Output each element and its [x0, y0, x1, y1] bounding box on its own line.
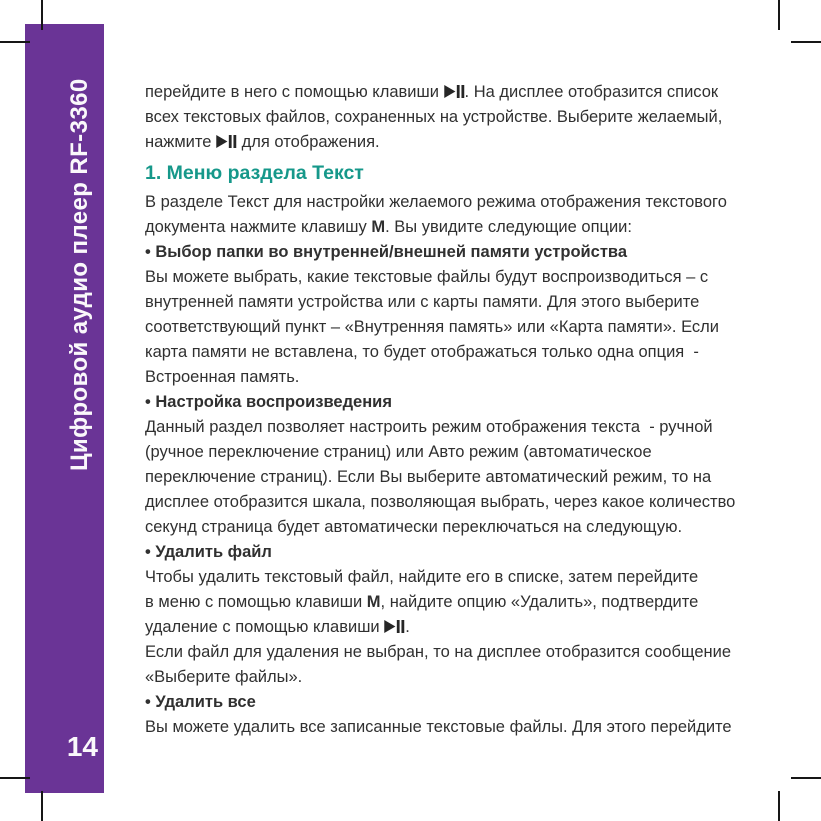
text-line: • Удалить все	[145, 693, 256, 711]
text-line: секунд страница будет автоматически переключаться на следующую.	[145, 518, 683, 536]
text-line: Вы можете удалить все записанные текстовые файлы. Для этого перейдите	[145, 718, 732, 736]
body-text	[145, 80, 745, 740]
text-line: в меню с помощью клавиши М, найдите опцию «Удалить», подтвердите	[145, 593, 699, 611]
text-line: • Удалить файл	[145, 543, 272, 561]
crop-mark-top-right-horizontal	[791, 41, 821, 43]
crop-mark-top-left-horizontal	[0, 41, 30, 43]
crop-mark-top-right-vertical	[778, 0, 780, 30]
text-line: (ручное переключение страниц) или Авто режим (автоматическое	[145, 443, 652, 461]
text-line: • Выбор папки во внутренней/внешней памяти устройства	[145, 243, 628, 261]
sidebar	[25, 24, 104, 793]
text-line: соответствующий пункт – «Внутренняя память» или «Карта памяти». Если	[145, 318, 720, 336]
text-line: Чтобы удалить текстовый файл, найдите его в списке, затем перейдите	[145, 568, 699, 586]
text-line: • Настройка воспроизведения	[145, 393, 392, 411]
text-line: Встроенная память.	[145, 368, 300, 386]
text-line: нажмите для отображения.	[145, 133, 380, 151]
text-line: Если файл для удаления не выбран, то на дисплее отобразится сообщение	[145, 643, 732, 661]
text-line: Данный раздел позволяет настроить режим отображения текста - ручной	[145, 418, 713, 436]
page-number: 14	[66, 731, 98, 762]
crop-mark-top-left-vertical	[41, 0, 43, 30]
crop-mark-bottom-right-vertical	[778, 791, 780, 821]
text-line: внутренней памяти устройства или с карты памяти. Для этого выберите	[145, 293, 700, 311]
section-heading: 1. Меню раздела Текст	[145, 162, 364, 184]
text-line: Вы можете выбрать, какие текстовые файлы будут воспроизводиться – с	[145, 268, 709, 286]
text-line: всех текстовых файлов, сохраненных на устройстве. Выберите желаемый,	[145, 108, 723, 126]
text-line: карта памяти не вставлена, то будет отображаться только одна опция -	[145, 343, 699, 361]
text-line: перейдите в него с помощью клавиши . На дисплее отобразится список	[145, 83, 719, 101]
text-line: удаление с помощью клавиши .	[145, 618, 410, 636]
text-line: дисплее отобразится шкала, позволяющая выбрать, через какое количество	[145, 493, 736, 511]
crop-mark-bottom-left-vertical	[41, 791, 43, 821]
play-pause-icon	[216, 135, 237, 148]
play-pause-icon	[384, 620, 405, 633]
text-line: документа нажмите клавишу М. Вы увидите следующие опции:	[145, 218, 632, 236]
text-line: переключение страниц). Если Вы выберите автоматический режим, то на	[145, 468, 712, 486]
sidebar-title: Цифровой аудио плеер RF-3360	[66, 78, 93, 471]
text-line: «Выберите файлы».	[145, 668, 303, 686]
crop-mark-bottom-left-horizontal	[0, 777, 30, 779]
text-line: В разделе Текст для настройки желаемого режима отображения текстового	[145, 193, 727, 211]
crop-mark-bottom-right-horizontal	[791, 777, 821, 779]
play-pause-icon	[444, 85, 465, 98]
